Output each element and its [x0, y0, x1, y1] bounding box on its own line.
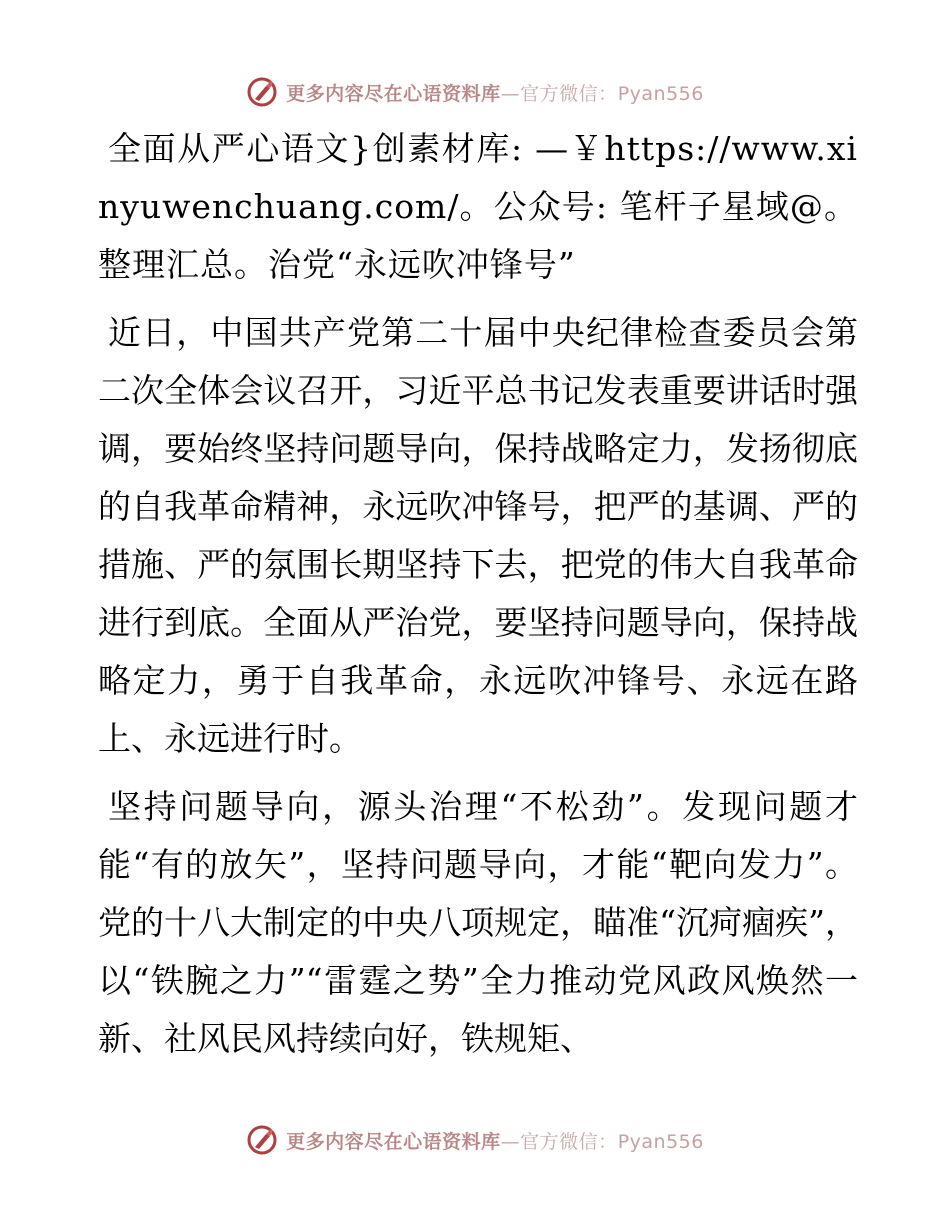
header-banner-wechat-id: Pyan556: [617, 82, 704, 105]
paragraph-title: 全面从严心语文}创素材库: —￥https://www.xinyuwenchuang.com/。公众号: 笔杆子星域@。整理汇总。治党“永远吹冲锋号”: [98, 129, 858, 284]
footer-banner-main: 更多内容尽在心语资料库: [286, 1130, 501, 1153]
header-banner-text: [286, 79, 704, 106]
pen-nib-logo-icon: [246, 76, 278, 108]
header-banner: [0, 72, 950, 112]
paragraph-problem-orientation: 坚持问题导向，源头治理“不松劲”。发现问题才能“有的放矢”，坚持问题导向，才能“靶向发力”。党的十八大制定的中央八项规定，瞄准“沉疴痼疾”，以“铁腕之力”“雷霆之势”全力推动党风政风焕然一新、社风民风持续向好，铁规矩、: [98, 787, 858, 1058]
header-banner-sub: 官方微信：: [520, 82, 618, 105]
footer-banner-wechat-id: Pyan556: [617, 1130, 704, 1153]
footer-banner: [0, 1120, 950, 1160]
header-banner-dash: —: [500, 82, 521, 105]
pen-nib-logo-icon: [246, 1124, 278, 1156]
footer-banner-dash: —: [500, 1130, 521, 1153]
header-banner-main: 更多内容尽在心语资料库: [286, 82, 501, 105]
footer-banner-sub: 官方微信：: [520, 1130, 618, 1153]
paragraph-intro: 近日，中国共产党第二十届中央纪律检查委员会第二次全体会议召开，习近平总书记发表重要讲话时强调，要始终坚持问题导向，保持战略定力，发扬彻底的自我革命精神，永远吹冲锋号，把严的基调、严的措施、严的氛围长期坚持下去，把党的伟大自我革命进行到底。全面从严治党，要坚持问题导向，保持战略定力，勇于自我革命，永远吹冲锋号、永远在路上、永远进行时。: [98, 313, 858, 758]
document-body: [98, 120, 858, 1078]
footer-banner-text: [286, 1127, 704, 1154]
